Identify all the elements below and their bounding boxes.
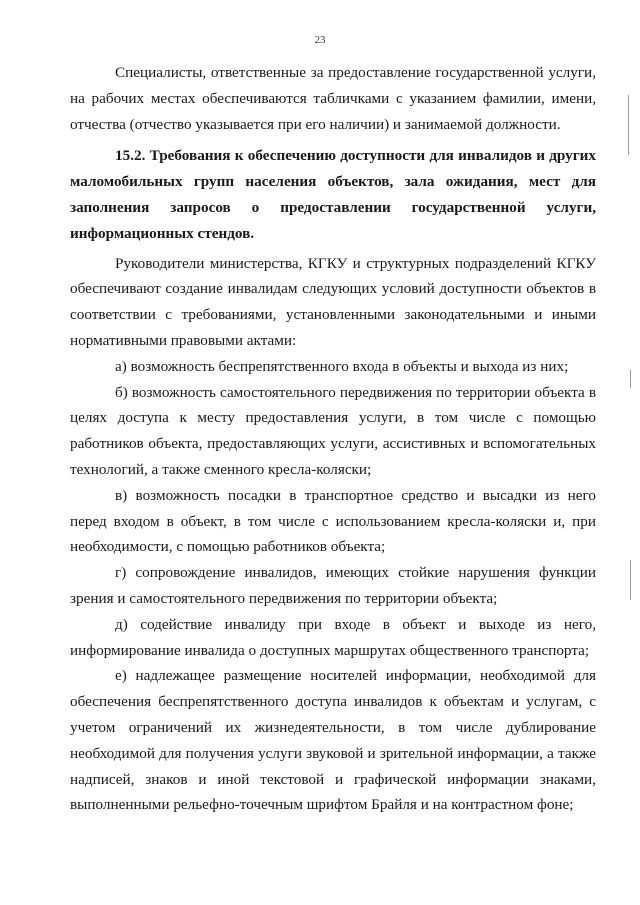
list-item-g: г) сопровождение инвалидов, имеющих стойкие нарушения функции зрения и самостоятельного передвижения по территории объекта; (70, 564, 596, 607)
list-item-e: е) надлежащее размещение носителей информации, необходимой для обеспечения беспрепятственного доступа инвалидов к объектам и услугам, с учетом ограничений их жизнедеятельности, в том числе дублирование необходимой для получения услуги звуковой и зрительной информации, а также надписей, знаков и иной текстовой и графической информации знаками, выполненными рельефно-точечным шрифтом Брайля и на контрастном фоне; (70, 667, 596, 814)
page-number: 23 (314, 34, 326, 46)
scan-edge-mark (630, 370, 631, 388)
paragraph-intro: Руководители министерства, КГКУ и структурных подразделений КГКУ обеспечивают создание инвалидам следующих условий доступности объектов в соответствии с требованиями, установленными законодательными и иными нормативными правовыми актами: (70, 254, 596, 349)
scan-edge-mark (628, 95, 629, 155)
list-item-a: а) возможность беспрепятственного входа в объекты и выхода из них; (115, 357, 569, 375)
list-item-v: в) возможность посадки в транспортное средство и высадки из него перед входом в объект, в том числе с использованием кресла-коляски и, при необходимости, с помощью работников объекта; (70, 486, 596, 556)
list-item-b: б) возможность самостоятельного передвижения по территории объекта в целях доступа к месту предоставления услуги, в том числе с помощью работников объекта, предоставляющих услуги, ассистивных и вспомогательных технологий, а также сменного кресла-коляски; (70, 383, 596, 478)
paragraph-specialists: Специалисты, ответственные за предоставление государственной услуги, на рабочих местах обеспечиваются табличками с указанием фамилии, имени, отчества (отчество указывается при его наличии) и занимаемой должности. (70, 64, 596, 133)
document-body (70, 60, 596, 818)
scan-edge-mark (630, 560, 631, 600)
list-item-d: д) содействие инвалиду при входе в объект и выходе из него, информирование инвалида о доступных маршрутах общественного транспорта; (70, 615, 596, 659)
section-heading-15-2: 15.2. Требования к обеспечению доступности для инвалидов и других маломобильных групп населения объектов, зала ожидания, мест для заполнения запросов о предоставлении государственной услуги, информационных стендов. (70, 147, 596, 242)
spacer (70, 137, 596, 141)
